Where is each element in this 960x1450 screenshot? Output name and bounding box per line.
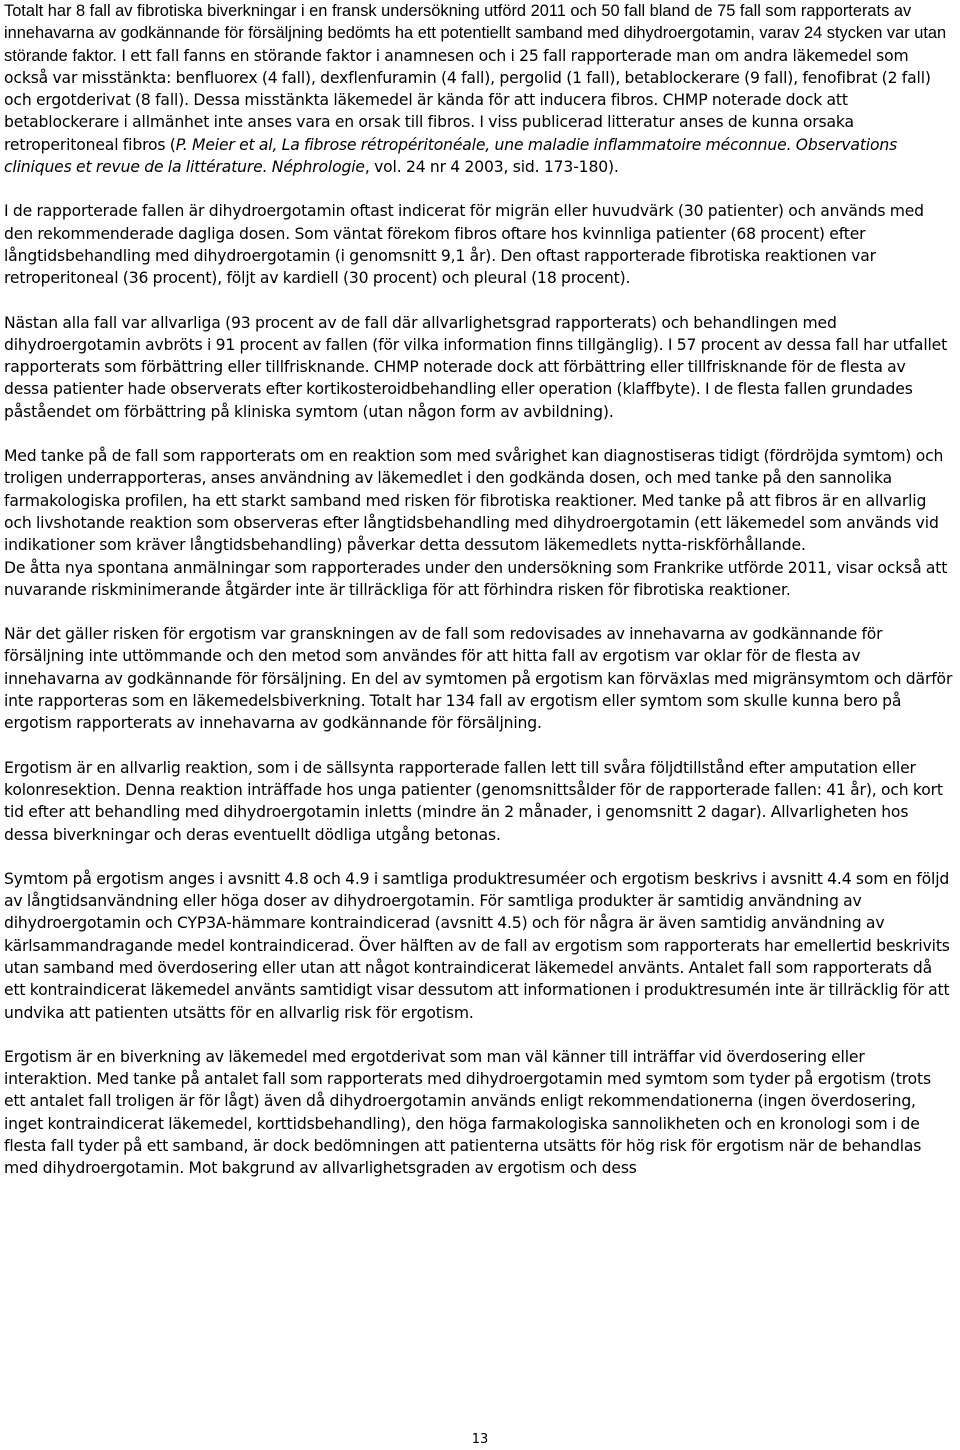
paragraph-severity-outcome: Nästan alla fall var allvarliga (93 procent av de fall där allvarlighetsgrad rapporterats) och behandlingen med dihydroergotamin avbröts i 91 procent av fallen (för vilka information finns tillgänglig). I 57 procent av dessa fall har utfallet rapporterats som förbättring eller tillfrisknande. CHMP noterade dock att förbättring eller tillfrisknande för de flesta av dessa patienter hade observerats efter kortikosteroidbehandling eller operation (klaffbyte). I de flesta fallen grundades påståendet om förbättring på kliniska symtom (utan någon form av avbildning). (4, 313, 948, 421)
citation-details: , vol. 24 nr 4 2003, sid. 173-180). (364, 158, 619, 177)
paragraph-ergotism-assessment: Ergotism är en biverkning av läkemedel med ergotderivat som man väl känner till inträffar vid överdosering eller interaktion. Med tanke på antalet fall som rapporterats med dihydroergotamin med symtom som tyder på ergotism (trots ett antalet fall troligen är för lågt) även då dihydroergotamin används enligt rekommendationerna (ingen överdosering, inget kontraindicerat läkemedel, korttidsbehandling), den höga farmakologiska sannolikheten och en kronologi som i de flesta fall tyder på ett samband, är dock bedömningen att patienterna utsätts för hög risk för ergotism när de behandlas med dihydroergotamin. Mot bakgrund av allvarlighetsgraden av ergotism och dess (4, 1047, 932, 1178)
citation-reference: P. Meier et al, La fibrose rétropéritonéale, une maladie inflammatoire méconnue. Observations cliniques et revue de la littérature. Néphrologie (4, 135, 898, 177)
page-number: 13 (471, 1432, 489, 1447)
paragraph-fibrosis-cases-intro: Totalt har 8 fall av fibrotiska biverkningar i en fransk undersökning utförd 2011 och 50 fall bland de 75 fall som rapporterats av innehavarna av godkännande för försäljning bedömts ha ett potentiellt samband med dihydroergotamin, varav 24 stycken var utan störande faktor. (4, 2, 947, 65)
paragraph-fibrosis-cases-body: I ett fall fanns en störande faktor i anamnesen och i 25 fall rapporterade man om andra läkemedel som också var misstänkta: benfluorex (4 fall), dexflenfuramin (4 fall), pergolid (1 fall), betablockerare (9 fall), fenofibrat (2 fall) och ergotderivat (8 fall). Dessa misstänkta läkemedel är kända för att inducera fibros. CHMP noterade dock att betablockerare i allmänhet inte anses vara en orsak till fibros. I viss publicerad litteratur anses de kunna orsaka retroperitoneal fibros ( (4, 46, 931, 154)
paragraph-fibrosis-cases (4, 0, 954, 178)
paragraph-new-reports-2011: De åtta nya spontana anmälningar som rapporterades under den undersökning som Frankrike utförde 2011, visar också att nuvarande riskminimerande åtgärder inte är tillräckliga för att förhindra risken för fibrotiska reaktioner. (4, 558, 948, 599)
document-page (4, 0, 954, 1180)
paragraph-benefit-risk: Med tanke på de fall som rapporterats om en reaktion som med svårighet kan diagnostiseras tidigt (fördröjda symtom) och troligen underrapporteras, anses användning av läkemedlet i den godkända dosen, och med tanke på den sannolika farmakologiska profilen, ha ett starkt samband med risken för fibrotiska reaktioner. Med tanke på att fibros är en allvarlig och livshotande reaktion som observeras efter långtidsbehandling med dihydroergotamin (ett läkemedel som används vid indikationer som kräver långtidsbehandling) påverkar detta dessutom läkemedlets nytta-riskförhållande. (4, 447, 944, 555)
paragraph-smpc-sections: Symtom på ergotism anges i avsnitt 4.8 och 4.9 i samtliga produktresuméer och ergotism beskrivs i avsnitt 4.4 som en följd av långtidsanvändning eller höga doser av dihydroergotamin. För samtliga produkter är samtidig användning av dihydroergotamin och CYP3A-hämmare kontraindicerad (avsnitt 4.5) och för några är även samtidig användning av kärlsammandragande medel kontraindicerad. Över hälften av de fall av ergotism som rapporterats har emellertid beskrivits utan samband med överdosering eller utan att något kontraindicerat läkemedel använts. Antalet fall som rapporterats då ett kontraindicerat läkemedel använts samtidigt visar dessutom att informationen i produktresumén inte är tillräcklig för att undvika att patienten utsätts för en allvarlig risk för ergotism. (4, 869, 950, 1022)
paragraph-ergotism-severity: Ergotism är en allvarlig reaktion, som i de sällsynta rapporterade fallen lett till svåra följdtillstånd efter amputation eller kolonresektion. Denna reaktion inträffade hos unga patienter (genomsnittsålder för de rapporterade fallen: 41 år), och kort tid efter att behandling med dihydroergotamin inletts (mindre än 2 månader, i genomsnitt 2 dagar). Allvarligheten hos dessa biverkningar och deras eventuellt dödliga utgång betonas. (4, 758, 943, 844)
paragraph-ergotism-review: När det gäller risken för ergotism var granskningen av de fall som redovisades av innehavarna av godkännande för försäljning inte uttömmande och den metod som användes för att hitta fall av ergotism var oklar för de flesta av innehavarna av godkännande för försäljning. En del av symtomen på ergotism kan förväxlas med migränsymtom och därför inte rapporteras som en läkemedelsbiverkning. Totalt har 134 fall av ergotism eller symtom som skulle kunna bero på ergotism rapporterats av innehavarna av godkännande för försäljning. (4, 625, 953, 733)
paragraph-reported-indications: I de rapporterade fallen är dihydroergotamin oftast indicerat för migrän eller huvudvärk (30 patienter) och används med den rekommenderade dagliga dosen. Som väntat förekom fibros oftare hos kvinnliga patienter (68 procent) efter långtidsbehandling med dihydroergotamin (i genomsnitt 9,1 år). Den oftast rapporterade fibrotiska reaktionen var retroperitoneal (36 procent), följt av kardiell (30 procent) och pleural (18 procent). (4, 202, 924, 288)
